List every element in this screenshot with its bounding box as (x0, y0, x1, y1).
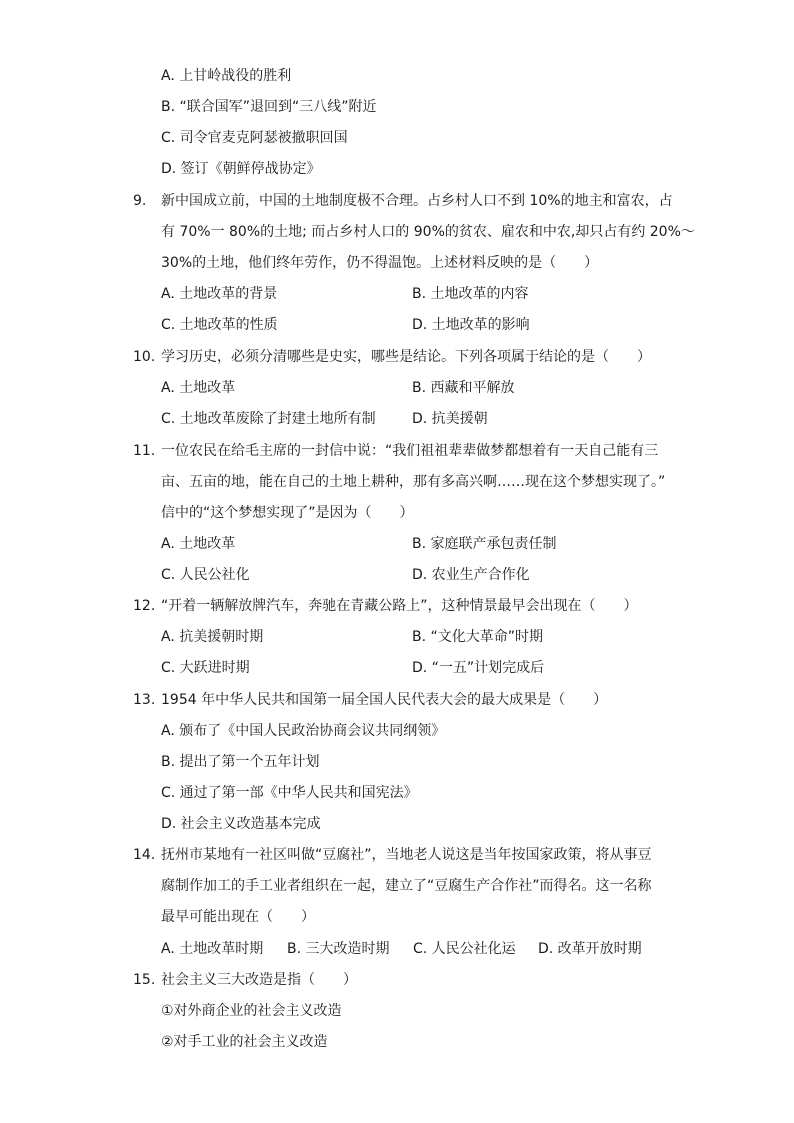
q10-option-d: D. 抗美援朝 (412, 411, 488, 427)
q9-option-b: B. 土地改革的内容 (412, 286, 529, 302)
q11-number: 11. (133, 443, 156, 459)
q8-option-c: C. 司令官麦克阿瑟被撤职回国 (161, 130, 348, 146)
q10-option-b: B. 西藏和平解放 (412, 380, 515, 396)
q15-number: 15. (133, 972, 156, 988)
q11-option-c: C. 人民公社化 (161, 567, 250, 583)
q11-option-a: A. 土地改革 (161, 536, 236, 552)
q12-option-b: B. “文化大革命”时期 (412, 629, 544, 645)
q10-number: 10. (133, 349, 156, 365)
q12-option-a: A. 抗美援朝时期 (161, 629, 264, 645)
q9-stem-line-3: 30%的土地，他们终年劳作，仍不得温饱。上述材料反映的是（ ） (161, 255, 599, 271)
q14-stem-line-3: 最早可能出现在（ ） (161, 909, 315, 925)
q13-option-b: B. 提出了第一个五年计划 (161, 754, 320, 770)
q14-option-c: C. 人民公社化运 (413, 941, 516, 957)
q11-stem-line-2: 亩、五亩的地，能在自己的土地上耕种，那有多高兴啊……现在这个梦想实现了。” (161, 474, 666, 490)
q14-stem-line-2: 腐制作加工的手工业者组织在一起，建立了“豆腐生产合作社”而得名。这一名称 (161, 878, 652, 894)
q13-option-d: D. 社会主义改造基本完成 (161, 816, 321, 832)
q9-stem-line-2: 有 70%一 80%的土地; 而占乡村人口的 90%的贫农、雇农和中农,却只占有约 20%～ (161, 224, 695, 240)
q13-option-a: A. 颁布了《中国人民政治协商会议共同纲领》 (161, 723, 446, 739)
q10-option-c: C. 土地改革废除了封建土地所有制 (161, 411, 376, 427)
q14-number: 14. (133, 847, 156, 863)
q12-option-d: D. “一五”计划完成后 (412, 660, 545, 676)
q8-option-b: B. “联合国军”退回到“三八线”附近 (161, 99, 377, 115)
q14-option-d: D. 改革开放时期 (538, 941, 642, 957)
q12-stem-line-1: “开着一辆解放牌汽车，奔驰在青藏公路上”，这种情景最早会出现在（ ） (161, 598, 638, 614)
q11-option-d: D. 农业生产合作化 (412, 567, 530, 583)
q11-stem-line-1: 一位农民在给毛主席的一封信中说：“我们祖祖辈辈做梦都想着有一天自己能有三 (161, 443, 659, 459)
q11-stem-line-3: 信中的“这个梦想实现了”是因为（ ） (161, 505, 414, 521)
q9-option-a: A. 土地改革的背景 (161, 286, 278, 302)
q9-option-d: D. 土地改革的影响 (412, 317, 530, 333)
q10-option-a: A. 土地改革 (161, 380, 236, 396)
q15-item-1: ①对外商企业的社会主义改造 (161, 1003, 342, 1019)
q8-option-a: A. 上甘岭战役的胜利 (161, 68, 292, 84)
q11-option-b: B. 家庭联产承包责任制 (412, 536, 557, 552)
q9-option-c: C. 土地改革的性质 (161, 317, 278, 333)
q13-number: 13. (133, 692, 156, 708)
q9-stem-line-1: 新中国成立前，中国的土地制度极不合理。占乡村人口不到 10%的地主和富农，占 (161, 193, 673, 209)
q15-item-2: ②对手工业的社会主义改造 (161, 1034, 328, 1050)
q10-stem-line-1: 学习历史，必须分清哪些是史实，哪些是结论。下列各项属于结论的是（ ） (161, 349, 651, 365)
q14-stem-line-1: 抚州市某地有一社区叫做“豆腐社”，当地老人说这是当年按国家政策，将从事豆 (161, 847, 652, 863)
q13-stem-line-1: 1954 年中华人民共和国第一届全国人民代表大会的最大成果是（ ） (161, 692, 608, 708)
q12-option-c: C. 大跃进时期 (161, 660, 250, 676)
q15-stem-line-1: 社会主义三大改造是指（ ） (161, 972, 357, 988)
q13-option-c: C. 通过了第一部《中华人民共和国宪法》 (161, 785, 418, 801)
q9-number: 9. (133, 193, 147, 209)
q14-option-a: A. 土地改革时期 (161, 941, 264, 957)
q8-option-d: D. 签订《朝鲜停战协定》 (161, 161, 321, 177)
q14-option-b: B. 三大改造时期 (287, 941, 390, 957)
q12-number: 12. (133, 598, 156, 614)
